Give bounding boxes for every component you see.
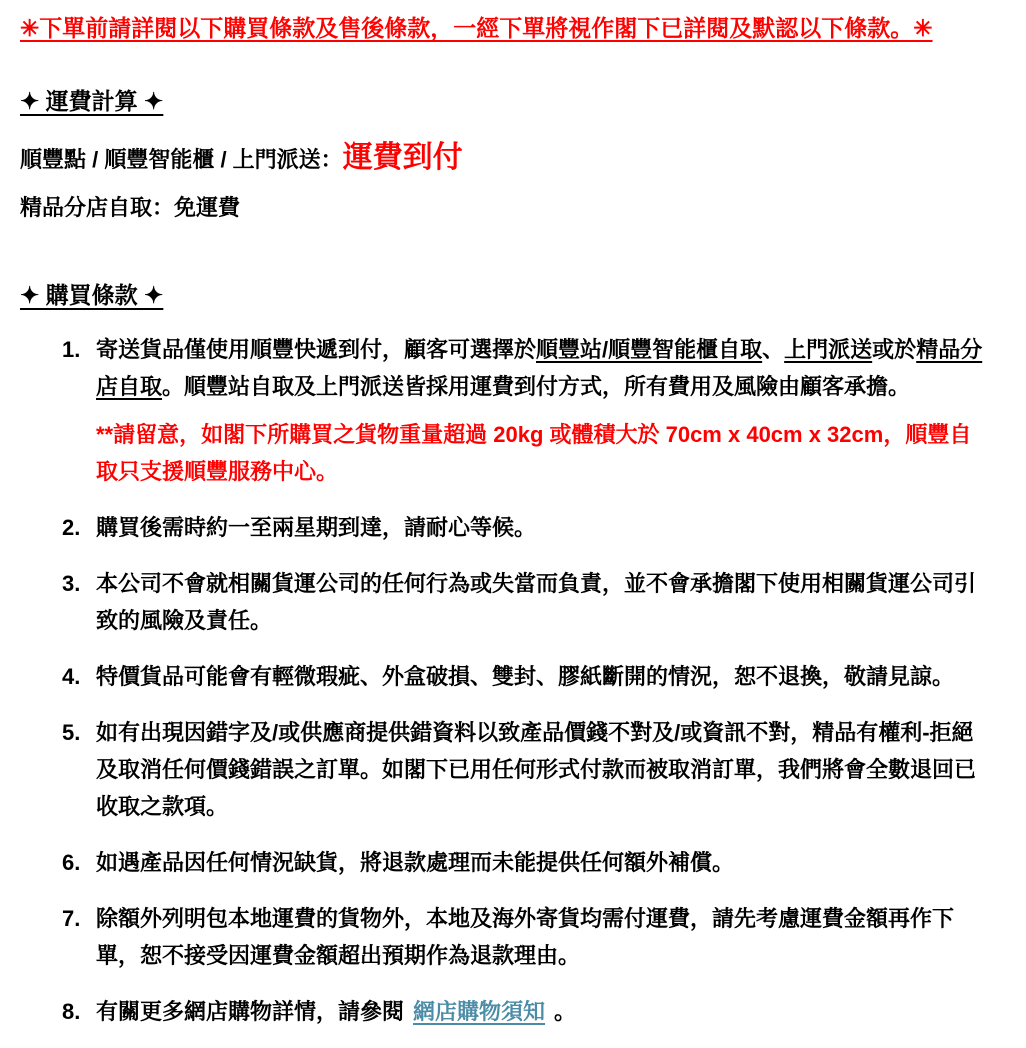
term-number: 3. [62, 571, 81, 596]
term-item-3 [62, 565, 1010, 639]
pickup-options-underlined: 順豐站/順豐智能櫃自取 [536, 337, 763, 362]
term-number: 8. [62, 999, 81, 1024]
term-text: 購買後需時約一至兩星期到達，請耐心等候。 [96, 515, 537, 540]
term-text: 除額外列明包本地運費的貨物外，本地及海外寄貨均需付運費，請先考慮運費金額再作下單，恕不接受因運費金額超出預期作為退款理由。 [96, 906, 955, 968]
store-pickup-underlined: 精品分店自取 [96, 337, 983, 399]
term-item-1 [62, 331, 1010, 490]
term-content [96, 714, 991, 825]
term-content [96, 331, 991, 490]
term-number: 5. [62, 720, 81, 745]
term-item-6 [62, 844, 1010, 881]
term-text: 寄送貨品僅使用順豐快遞到付，顧客可選擇於順豐站/順豐智能櫃自取、上門派送或於精品分店自取。順豐站自取及上門派送皆採用運費到付方式，所有費用及風險由顧客承擔。 [96, 337, 983, 399]
store-pickup-line: 精品分店自取：免運費 [20, 195, 241, 220]
section-title-purchase-terms: ✦ 購買條款 ✦ [20, 282, 164, 308]
term-content [96, 565, 991, 639]
term-number: 1. [62, 337, 81, 362]
term-text: 特價貨品可能會有輕微瑕疵、外盒破損、雙封、膠紙斷開的情況，恕不退換，敬請見諒。 [96, 664, 955, 689]
term-item-8 [62, 993, 1010, 1030]
weight-size-warning: **請留意，如閣下所購買之貨物重量超過 20kg 或體積大於 70cm x 40cm x 32cm，順豐自取只支援順豐服務中心。 [96, 422, 972, 484]
terms-list [62, 331, 1010, 1030]
term-content [96, 844, 734, 881]
shipping-methods-line [20, 139, 1010, 179]
term-number: 7. [62, 906, 81, 931]
term-content [96, 993, 576, 1030]
term-number: 2. [62, 515, 81, 540]
term-text: 如有出現因錯字及/或供應商提供錯資料以致產品價錢不對及/或資訊不對，精品有權利-拒絕及取消任何價錢錯誤之訂單。如閣下已用任何形式付款而被取消訂單，我們將會全數退回已收取之款項。 [96, 720, 977, 819]
term-text: 如遇產品因任何情況缺貨，將退款處理而未能提供任何額外補償。 [96, 850, 735, 875]
term-number: 4. [62, 664, 81, 689]
term-number: 6. [62, 850, 81, 875]
home-delivery-underlined: 上門派送 [784, 337, 873, 362]
term-content [96, 509, 536, 546]
pre-order-notice: ✳下單前請詳閱以下購買條款及售後條款，一經下單將視作閣下已詳閱及默認以下條款。✳ [20, 15, 933, 41]
term-content [96, 900, 991, 974]
term-text: 本公司不會就相關貨運公司的任何行為或失當而負責，並不會承擔閣下使用相關貨運公司引致的風險及責任。 [96, 571, 977, 633]
term-item-2 [62, 509, 1010, 546]
freight-collect-value: 運費到付 [342, 141, 463, 174]
term-item-5 [62, 714, 1010, 825]
term-item-7 [62, 900, 1010, 974]
shipping-methods-prefix: 順豐點 / 順豐智能櫃 / 上門派送： [20, 147, 343, 172]
store-shopping-guide-link[interactable]: 網店購物須知 [413, 999, 546, 1024]
term-item-4 [62, 658, 1010, 695]
term-content [96, 658, 954, 695]
term-text: 有關更多網店購物詳情，請參閱 網店購物須知 。 [96, 999, 577, 1024]
section-title-shipping-fee: ✦ 運費計算 ✦ [20, 88, 164, 114]
